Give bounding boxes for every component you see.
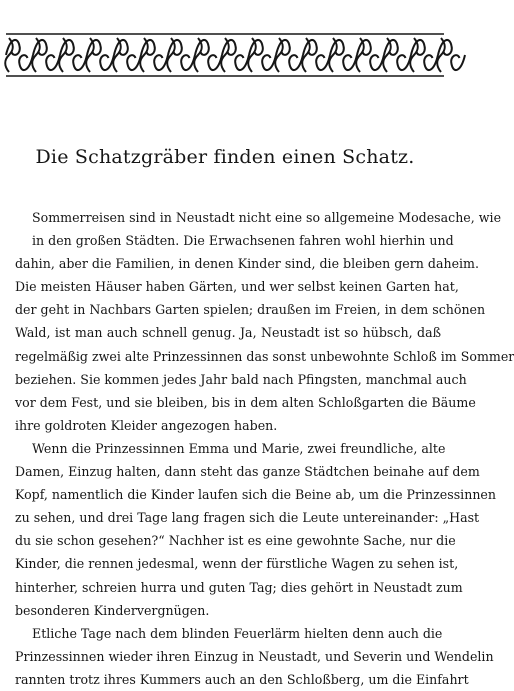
text-line: Etliche Tage nach dem blinden Feuerlärm hielten denn auch die: [32, 625, 443, 641]
body-text: [15, 206, 514, 691]
text-line: Wenn die Prinzessinnen Emma und Marie, zwei freundliche, alte: [32, 440, 446, 456]
text-line: Wald, ist man auch schnell genug. Ja, Neustadt ist so hübsch, daß: [15, 325, 441, 341]
chapter-title: Die Schatzgräber finden einen Schatz.: [35, 146, 415, 168]
text-line: regelmäßig zwei alte Prinzessinnen das sonst unbewohnte Schloß im Sommer: [15, 348, 514, 364]
text-line: besonderen Kindervergnügen.: [15, 602, 210, 618]
text-line: ihre goldroten Kleider angezogen haben.: [15, 417, 278, 433]
text-line: Die meisten Häuser haben Gärten, und wer selbst keinen Garten hat,: [15, 279, 459, 295]
text-line: beziehen. Sie kommen jedes Jahr bald nach Pfingsten, manchmal auch: [15, 371, 467, 387]
text-line: in den großen Städten. Die Erwachsenen fahren wohl hierhin und: [32, 233, 454, 249]
text-line: Damen, Einzug halten, dann steht das ganze Städtchen beinahe auf dem: [15, 464, 480, 480]
text-line: du sie schon gesehen?“ Nachher ist es eine gewohnte Sache, nur die: [15, 533, 456, 549]
text-line: der geht in Nachbars Garten spielen; draußen im Freien, in dem schönen: [15, 302, 486, 318]
decorative-ornament-border: [6, 28, 444, 82]
text-line: Sommerreisen sind in Neustadt nicht eine so allgemeine Modesache, wie: [32, 210, 502, 225]
text-line: hinterher, schreien hurra und guten Tag; dies gehört in Neustadt zum: [15, 579, 463, 595]
text-line: Kopf, namentlich die Kinder laufen sich die Beine ab, um die Prinzessinnen: [15, 487, 496, 503]
text-line: zu sehen, und drei Tage lang fragen sich die Leute untereinander: „Hast: [15, 510, 480, 526]
text-line: Prinzessinnen wieder ihren Einzug in Neustadt, und Severin und Wendelin: [15, 648, 494, 664]
text-line: dahin, aber die Familien, in denen Kinder sind, die bleiben gern daheim.: [15, 256, 479, 272]
text-line: vor dem Fest, und sie bleiben, bis in dem alten Schloßgarten die Bäume: [15, 394, 476, 410]
text-line: rannten trotz ihres Kummers auch an den Schloßberg, um die Einfahrt: [15, 671, 469, 687]
text-line: Kinder, die rennen jedesmal, wenn der fürstliche Wagen zu sehen ist,: [15, 556, 459, 572]
